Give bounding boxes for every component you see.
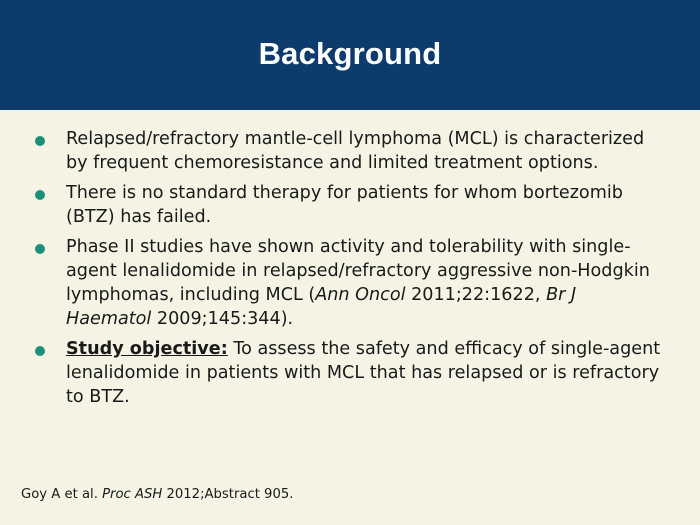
bullet-dot-icon [35, 346, 45, 356]
bullet-dot-icon [35, 136, 45, 146]
citation-journal: Proc ASH [102, 487, 163, 502]
journal-name: Br J Haematol [66, 285, 577, 329]
bullet-text: Phase II studies have shown activity and tolerability with single-agent lenalidomide in relapsed/refractory aggressive non-Hodgkin lymphomas, including MCL ( [66, 237, 650, 305]
bullet-text: There is no standard therapy for patients for whom bortezomib (BTZ) has failed. [66, 183, 623, 227]
bullet-item [66, 235, 666, 331]
bullet-text: To assess the safety and efficacy of single-agent lenalidomide in patients with MCL that has relapsed or is refractory to BTZ. [66, 339, 661, 407]
bullet-dot-icon [35, 190, 45, 200]
citation-detail: 2012;Abstract 905. [162, 487, 294, 502]
title-banner [0, 0, 700, 110]
bullet-text: 2011;22:1622, [405, 285, 547, 305]
citation [21, 487, 293, 502]
bullet-item [66, 337, 666, 409]
bullet-item [66, 127, 666, 175]
journal-name: Ann Oncol [315, 285, 406, 305]
bullet-item [66, 181, 666, 229]
study-objective-label: Study objective: [66, 339, 228, 359]
bullet-text: Relapsed/refractory mantle-cell lymphoma (MCL) is characterized by frequent chemoresistance and limited treatment options. [66, 129, 645, 173]
bullet-list [66, 127, 666, 415]
bullet-text: 2009;145:344). [151, 309, 294, 329]
bullet-dot-icon [35, 244, 45, 254]
slide-title: Background [258, 36, 442, 71]
citation-authors: Goy A et al. [21, 487, 103, 502]
